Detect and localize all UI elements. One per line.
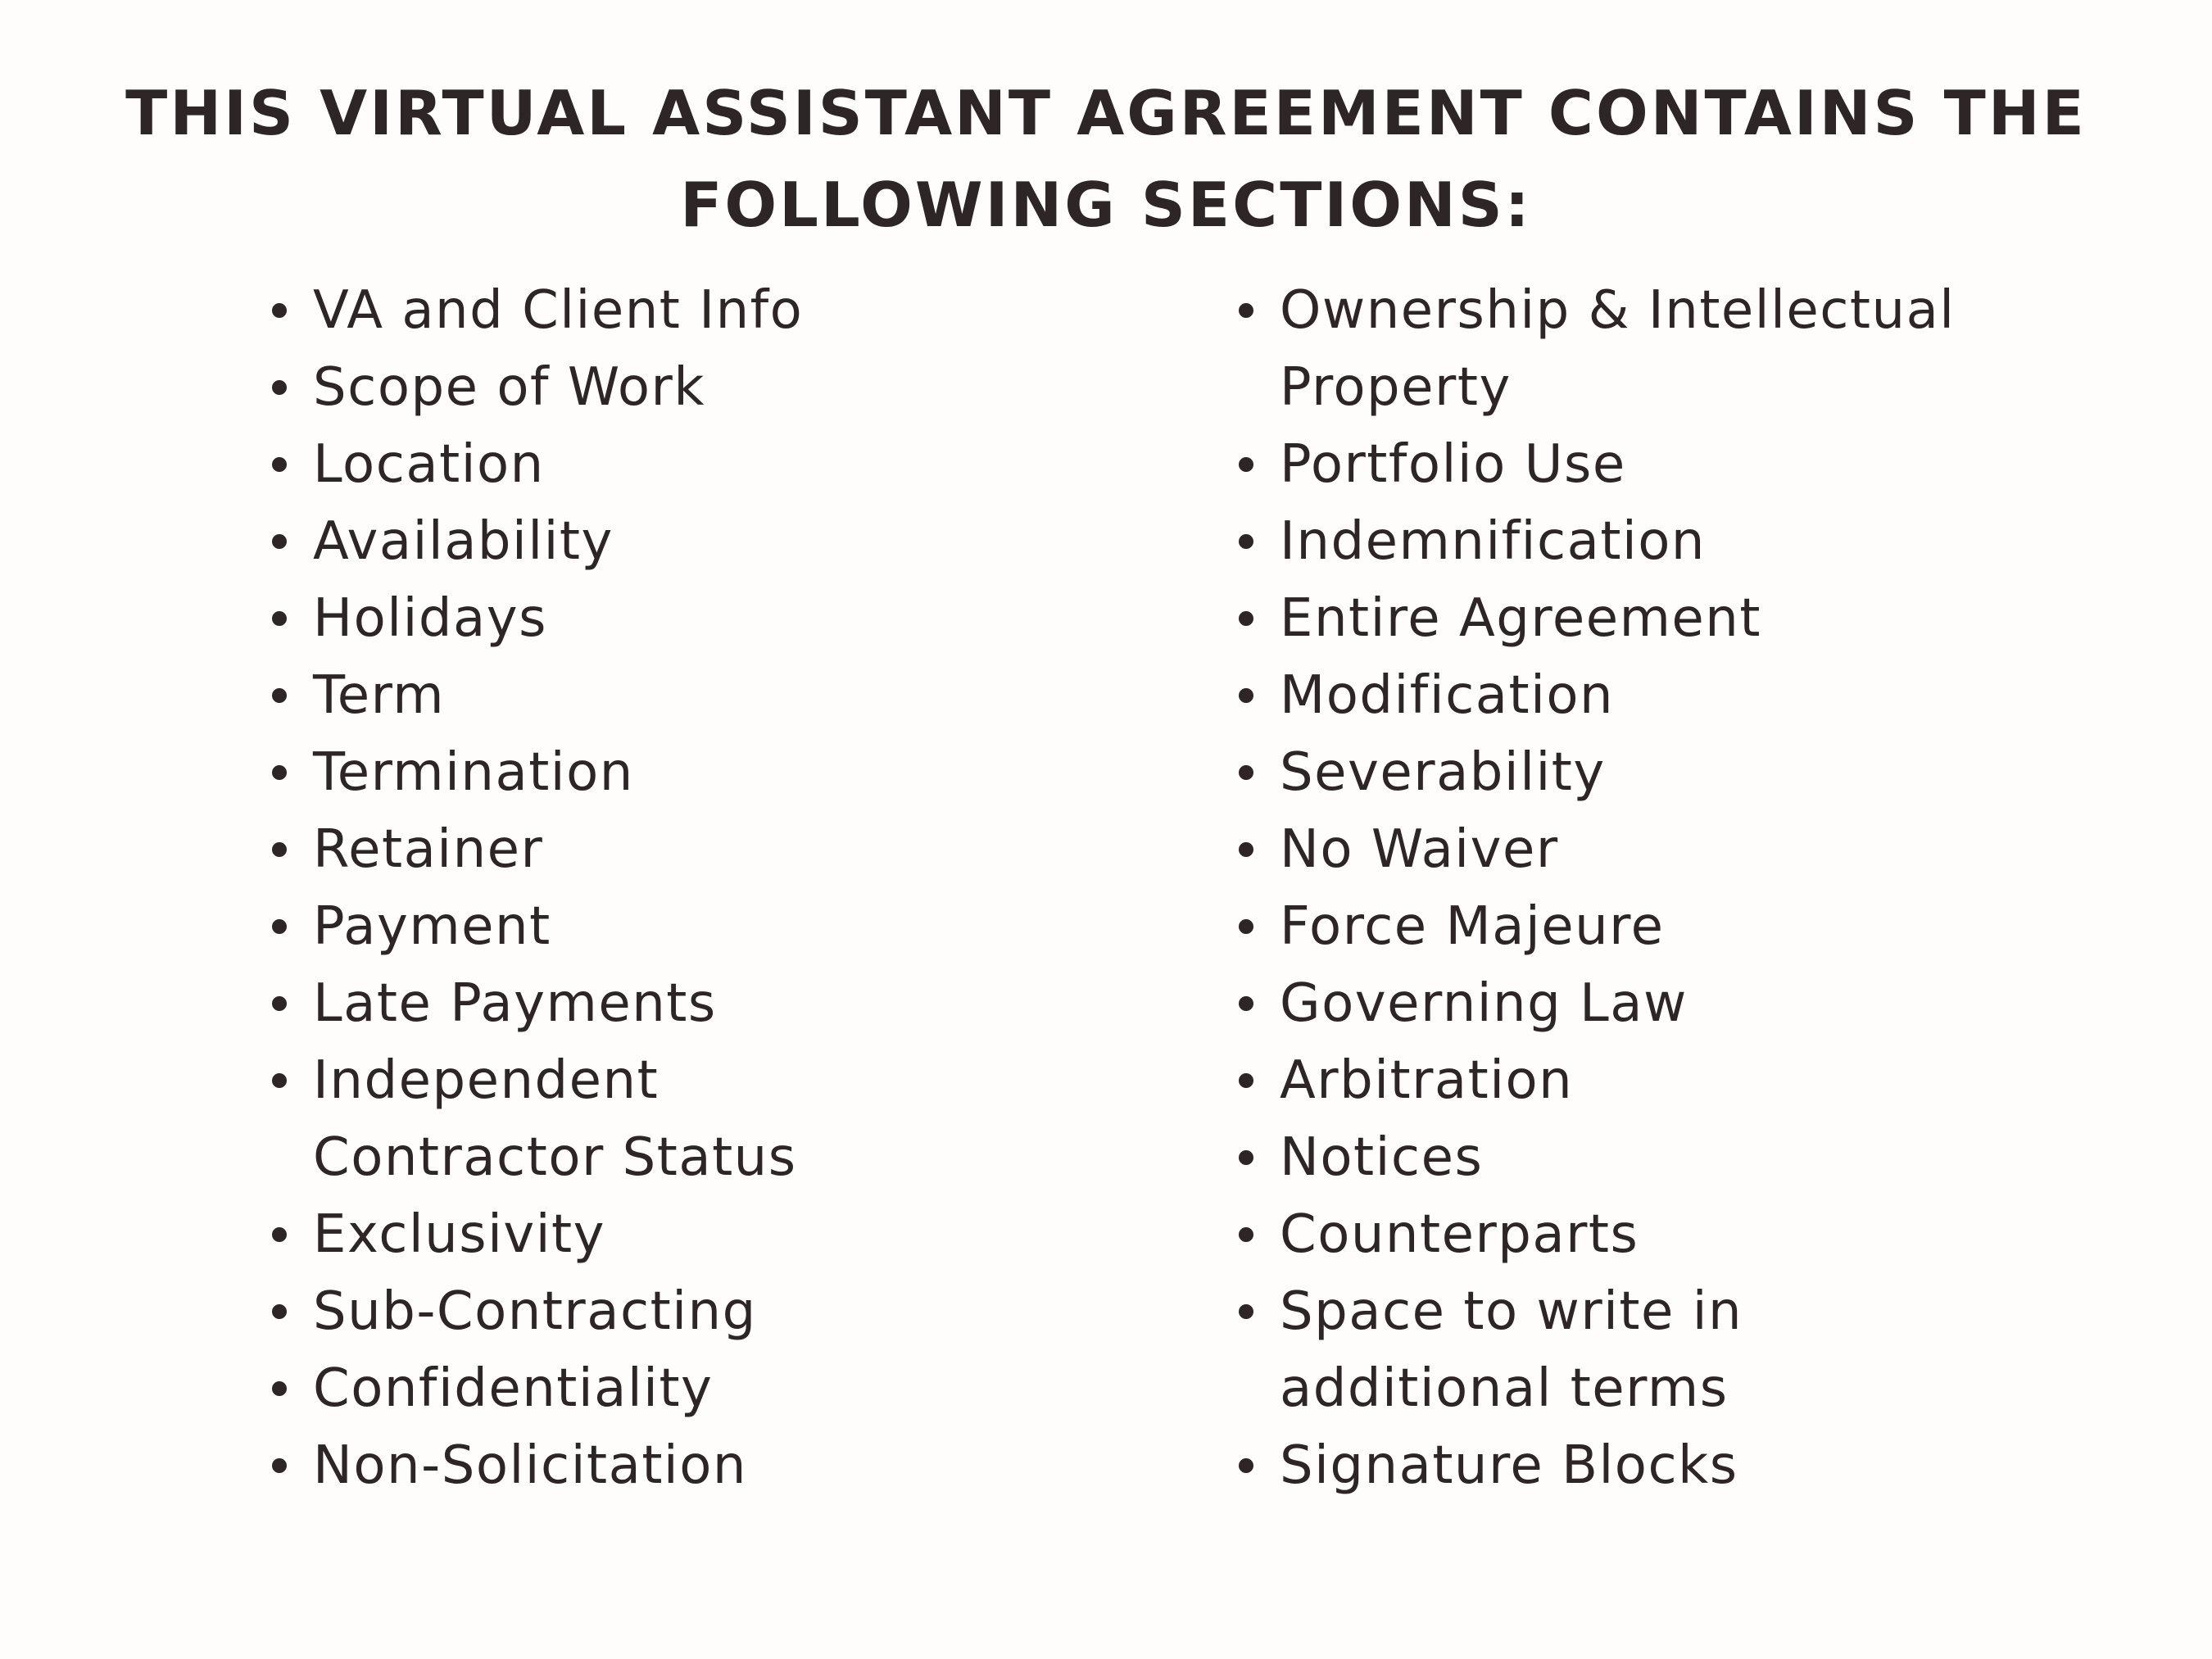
bullet-icon: [1239, 1073, 1253, 1088]
list-item: [1239, 1196, 2140, 1273]
bullet-icon: [1239, 1150, 1253, 1165]
list-item-label: Payment: [313, 896, 551, 957]
list-item-label: No Waiver: [1280, 819, 1559, 880]
bullet-icon: [272, 534, 287, 549]
bullet-icon: [1239, 611, 1253, 626]
list-item: [1239, 734, 2140, 811]
bullet-icon: [272, 1458, 287, 1473]
list-item-label: Counterparts: [1280, 1204, 1639, 1265]
list-item: [1239, 1119, 2140, 1196]
list-item: [272, 888, 1173, 965]
bullet-icon: [272, 1073, 287, 1088]
list-item-label: Late Payments: [313, 973, 717, 1034]
bullet-icon: [272, 457, 287, 472]
bullet-icon: [272, 996, 287, 1011]
list-item-label: Portfolio Use: [1280, 434, 1626, 495]
list-item: [1239, 888, 2140, 965]
page-title: [0, 67, 2212, 251]
list-item: [272, 657, 1173, 734]
sections-list-left: [272, 272, 1173, 1504]
list-item: [1239, 1427, 2140, 1504]
bullet-icon: [1239, 919, 1253, 934]
bullet-icon: [1239, 688, 1253, 703]
list-item-label: Ownership & Intellectual Property: [1280, 280, 1956, 418]
list-item: [1239, 1042, 2140, 1119]
bullet-icon: [1239, 303, 1253, 318]
list-item-label: Holidays: [313, 588, 547, 649]
list-item-label: Sub-Contracting: [313, 1281, 757, 1342]
bullet-icon: [272, 842, 287, 857]
list-item-label: Confidentiality: [313, 1358, 714, 1419]
list-item-label: Availability: [313, 511, 614, 572]
bullet-icon: [1239, 1304, 1253, 1319]
list-item-label: Notices: [1280, 1127, 1484, 1188]
bullet-icon: [272, 919, 287, 934]
list-item: [1239, 1273, 2140, 1427]
list-item-label: Governing Law: [1280, 973, 1688, 1034]
bullet-icon: [1239, 996, 1253, 1011]
list-item: [272, 1196, 1173, 1273]
list-item: [1239, 657, 2140, 734]
bullet-icon: [1239, 765, 1253, 780]
list-item: [1239, 272, 2140, 426]
bullet-icon: [1239, 1458, 1253, 1473]
bullet-icon: [272, 688, 287, 703]
bullet-icon: [1239, 534, 1253, 549]
list-item-label: Modification: [1280, 665, 1615, 726]
bullet-icon: [272, 611, 287, 626]
sections-list-right: [1239, 272, 2140, 1504]
list-item: [272, 272, 1173, 349]
bullet-icon: [272, 1227, 287, 1242]
bullet-icon: [1239, 457, 1253, 472]
list-item-label: Signature Blocks: [1280, 1435, 1738, 1496]
list-item-label: Severability: [1280, 742, 1606, 803]
list-item: [272, 580, 1173, 657]
list-item-label: Indemnification: [1280, 511, 1706, 572]
list-item: [272, 349, 1173, 426]
list-item: [272, 1350, 1173, 1427]
bullet-icon: [272, 380, 287, 395]
list-item: [272, 426, 1173, 503]
list-item-label: Exclusivity: [313, 1204, 605, 1265]
list-item: [272, 734, 1173, 811]
list-item-label: Arbitration: [1280, 1050, 1574, 1111]
list-item: [272, 965, 1173, 1042]
list-item-label: Location: [313, 434, 545, 495]
list-item-label: Term: [313, 665, 446, 726]
list-item-label: Force Majeure: [1280, 896, 1665, 957]
list-item-label: Non-Solicitation: [313, 1435, 747, 1496]
title-line-1: THIS VIRTUAL ASSISTANT AGREEMENT CONTAINS THE: [125, 77, 2087, 149]
list-item: [1239, 580, 2140, 657]
list-item-label: VA and Client Info: [313, 280, 804, 341]
list-item: [272, 503, 1173, 580]
list-item: [272, 811, 1173, 888]
list-item-label: Space to write in additional terms: [1280, 1281, 1743, 1419]
list-item-label: Independent Contractor Status: [313, 1050, 797, 1188]
list-item: [272, 1273, 1173, 1350]
list-item: [1239, 503, 2140, 580]
list-item-label: Retainer: [313, 819, 544, 880]
bullet-icon: [272, 1381, 287, 1396]
title-line-2: FOLLOWING SECTIONS:: [680, 169, 1532, 241]
list-item: [1239, 811, 2140, 888]
list-item: [1239, 426, 2140, 503]
list-item: [1239, 965, 2140, 1042]
bullet-icon: [272, 1304, 287, 1319]
bullet-icon: [1239, 842, 1253, 857]
list-item: [272, 1042, 1173, 1196]
bullet-icon: [1239, 1227, 1253, 1242]
bullet-icon: [272, 765, 287, 780]
list-item-label: Entire Agreement: [1280, 588, 1761, 649]
bullet-icon: [272, 303, 287, 318]
list-item-label: Scope of Work: [313, 357, 705, 418]
list-item: [272, 1427, 1173, 1504]
list-item-label: Termination: [313, 742, 634, 803]
